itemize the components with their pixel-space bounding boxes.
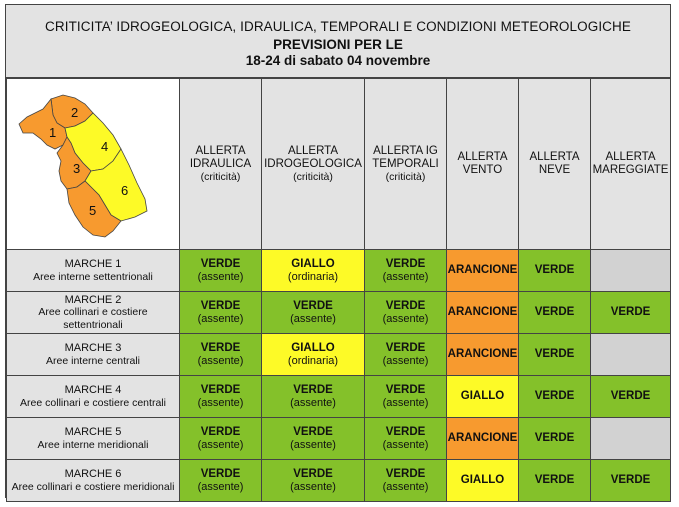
map-label-2: 2 (71, 104, 79, 120)
alert-cell-mareggiate (591, 460, 671, 502)
alert-status: (assente) (382, 354, 429, 367)
alert-cell-neve (519, 418, 591, 460)
alert-cell-vento (447, 418, 519, 460)
alert-table (6, 78, 671, 502)
zone-label-cell (7, 334, 180, 376)
zone-description: Aree collinari e costiere centrali (20, 396, 166, 409)
alert-cell-idrogeologica (262, 460, 365, 502)
alert-level: VERDE (534, 348, 575, 360)
zone-label-cell (7, 250, 180, 292)
alert-status: (ordinaria) (287, 270, 339, 283)
zone-description: Aree interne settentrionali (33, 270, 153, 283)
bulletin-header (6, 5, 670, 78)
alert-cell-neve (519, 292, 591, 334)
table-row (7, 376, 671, 418)
alert-cell-temporali (365, 250, 447, 292)
zone-name: MARCHE 2 (64, 293, 122, 306)
alert-level: GIALLO (460, 390, 505, 402)
column-header-mareggiate: ALLERTA MAREGGIATE (591, 79, 671, 250)
alert-cell-idraulica (180, 334, 262, 376)
alert-level: ARANCIONE (447, 306, 518, 318)
alert-status: (assente) (197, 438, 244, 451)
alert-level: VERDE (385, 383, 426, 396)
alert-cell-idrogeologica (262, 292, 365, 334)
alert-cell-neve (519, 334, 591, 376)
alert-status: (assente) (290, 480, 336, 493)
alert-cell-idrogeologica (262, 376, 365, 418)
zone-description: Aree collinari e costiere (38, 306, 148, 319)
alert-cell-temporali (365, 376, 447, 418)
alert-level: VERDE (293, 425, 333, 438)
alert-cell-mareggiate (591, 376, 671, 418)
alert-status: (ordinaria) (287, 354, 339, 367)
zone-label-cell (7, 376, 180, 418)
map-label-3: 3 (73, 160, 81, 176)
zone-name: MARCHE 1 (64, 258, 122, 270)
alert-level: VERDE (610, 474, 651, 486)
zone-name: MARCHE 3 (64, 342, 122, 354)
alert-level: ARANCIONE (447, 348, 518, 360)
alert-status: (assente) (290, 396, 336, 409)
alert-cell-idraulica (180, 460, 262, 502)
alert-cell-temporali (365, 418, 447, 460)
alert-level: VERDE (293, 467, 333, 480)
zone-name: MARCHE 4 (64, 384, 122, 396)
alert-cell-idraulica (180, 292, 262, 334)
alert-cell-vento (447, 460, 519, 502)
zone-name: MARCHE 6 (64, 468, 122, 480)
alert-cell-mareggiate (591, 418, 671, 460)
alert-cell-idrogeologica (262, 334, 365, 376)
zone-label-cell (7, 460, 180, 502)
alert-level: VERDE (200, 299, 241, 312)
map-label-4: 4 (101, 138, 109, 154)
alert-status: (assente) (197, 270, 244, 283)
alert-cell-idrogeologica (262, 418, 365, 460)
alert-cell-mareggiate (591, 250, 671, 292)
alert-level: VERDE (200, 425, 241, 438)
alert-cell-idrogeologica (262, 250, 365, 292)
alert-status: (assente) (197, 354, 244, 367)
alert-status: (assente) (382, 270, 429, 283)
column-header-vento: ALLERTA VENTO (447, 79, 519, 250)
alert-level: VERDE (534, 390, 575, 402)
alert-level: VERDE (534, 306, 575, 318)
alert-cell-temporali (365, 334, 447, 376)
alert-bulletin (5, 4, 671, 498)
zone-description: Aree collinari e costiere meridionali (11, 480, 175, 493)
alert-cell-vento (447, 292, 519, 334)
alert-level: ARANCIONE (447, 264, 518, 276)
alert-status: (assente) (382, 312, 429, 325)
alert-cell-vento (447, 334, 519, 376)
alert-level: ARANCIONE (447, 432, 518, 444)
alert-status: (assente) (382, 438, 429, 451)
alert-status: (assente) (197, 396, 244, 409)
alert-level: VERDE (385, 257, 426, 270)
bulletin-subtitle: PREVISIONI PER LE (273, 37, 403, 52)
alert-level: VERDE (293, 299, 333, 312)
alert-level: VERDE (534, 264, 575, 276)
alert-level: GIALLO (291, 341, 335, 354)
alert-cell-temporali (365, 460, 447, 502)
alert-level: VERDE (293, 383, 333, 396)
map-label-5: 5 (89, 202, 97, 218)
alert-cell-idraulica (180, 250, 262, 292)
alert-cell-mareggiate (591, 292, 671, 334)
alert-level: VERDE (610, 306, 651, 318)
bulletin-period: 18-24 di sabato 04 novembre (245, 53, 431, 68)
alert-level: VERDE (385, 467, 426, 480)
alert-level: GIALLO (291, 257, 335, 270)
zone-description: Aree interne centrali (46, 354, 140, 367)
column-header-idrogeologica: ALLERTA IDROGEOLOGICA (criticità) (262, 79, 365, 250)
zone-label-cell (7, 292, 180, 334)
alert-level: VERDE (200, 257, 241, 270)
column-header-neve: ALLERTA NEVE (519, 79, 591, 250)
alert-level: VERDE (385, 299, 426, 312)
zone-label-cell (7, 418, 180, 460)
map-label-1: 1 (49, 124, 57, 140)
alert-level: VERDE (534, 474, 575, 486)
zone-name: MARCHE 5 (64, 426, 122, 438)
bulletin-title: CRITICITA’ IDROGEOLOGICA, IDRAULICA, TEMPORALI E CONDIZIONI METEOROLOGICHE (45, 19, 631, 34)
zone-description: Aree interne meridionali (37, 438, 149, 451)
marche-zone-map (13, 91, 163, 246)
alert-status: (assente) (382, 480, 429, 493)
column-header-temporali: ALLERTA IG TEMPORALI (criticità) (365, 79, 447, 250)
alert-cell-idraulica (180, 376, 262, 418)
alert-cell-mareggiate (591, 334, 671, 376)
table-row (7, 460, 671, 502)
alert-status: (assente) (197, 480, 244, 493)
alert-level: VERDE (610, 390, 651, 402)
alert-cell-idraulica (180, 418, 262, 460)
alert-cell-vento (447, 376, 519, 418)
alert-cell-neve (519, 376, 591, 418)
alert-status: (assente) (290, 438, 336, 451)
column-header-idraulica: ALLERTA IDRAULICA (criticità) (180, 79, 262, 250)
alert-level: VERDE (200, 341, 241, 354)
alert-cell-neve (519, 460, 591, 502)
alert-cell-temporali (365, 292, 447, 334)
alert-cell-vento (447, 250, 519, 292)
alert-cell-neve (519, 250, 591, 292)
zone-map-cell (7, 79, 180, 250)
alert-status: (assente) (290, 312, 336, 325)
alert-level: GIALLO (460, 474, 505, 486)
alert-level: VERDE (385, 341, 426, 354)
alert-level: VERDE (200, 383, 241, 396)
alert-level: VERDE (385, 425, 426, 438)
table-row (7, 250, 671, 292)
table-row (7, 418, 671, 460)
alert-status: (assente) (382, 396, 429, 409)
table-row (7, 292, 671, 334)
table-row (7, 334, 671, 376)
alert-status: (assente) (197, 312, 244, 325)
alert-level: VERDE (534, 432, 575, 444)
zone-description-2: settentrionali (63, 318, 123, 331)
alert-level: VERDE (200, 467, 241, 480)
column-header-row (7, 79, 671, 250)
map-label-6: 6 (121, 182, 129, 198)
